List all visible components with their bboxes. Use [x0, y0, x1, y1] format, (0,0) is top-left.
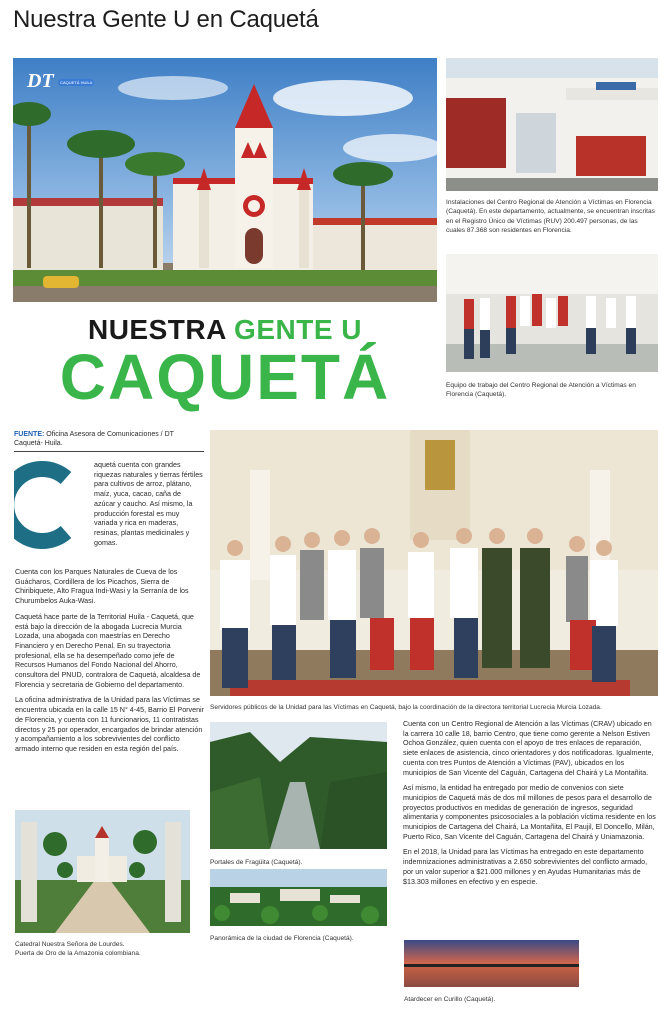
intro-paragraph [94, 461, 204, 554]
left-column-text [15, 568, 204, 761]
cathedral-caption [15, 940, 195, 959]
paragraph-crav: Cuenta con un Centro Regional de Atención a las Víctimas (CRAV) ubicado en la carrera 10 calle 18, barrio Centro, que tiene como gerente a Nelson Estiven Ochoa González, quien cuenta con el apoyo de tres enlaces de reparación, siete enlaces de asistencia, cinco orientadores y dos notificadoras. Igualmente, cuenta con tres Puntos de Atención a Víctimas (PAV), ubicados en los municipios de San Vicente del Caguán, Cartagena del Chairá y La Montañita. [403, 720, 654, 777]
church-hero-photo [13, 58, 437, 302]
drop-letter [14, 460, 70, 550]
brand-word-gente-u: GENTE U [234, 314, 363, 345]
source-label: FUENTE: [14, 431, 45, 438]
fragua-photo [210, 722, 387, 849]
river-illustration [210, 722, 387, 849]
cathedral-caption-line1: Catedral Nuestra Señora de Lourdes. [15, 941, 125, 948]
paragraph-parks: Cuenta con los Parques Naturales de Cueva de los Guácharos, Cordillera de los Picachos, Sierra de Chiribiquete, Alto Fragua Indi-Wasi y la Serranía de los Churumbelos Auka-Wasi. [15, 568, 189, 606]
source-text: Oficina Asesora de Comunicaciones / DT Caquetá- Huila. [14, 431, 174, 447]
sunset-photo [404, 940, 579, 987]
brand-block [13, 302, 437, 413]
servers-group-photo [210, 430, 658, 696]
brand-word-caqueta: CAQUETÁ [59, 341, 391, 413]
sunset-caption: Atardecer en Curillo (Caquetá). [404, 996, 496, 1003]
page-title: Nuestra Gente U en Caquetá [13, 6, 319, 33]
cathedral-illustration [15, 810, 190, 933]
paragraph-indemnizaciones: En el 2018, la Unidad para las Víctimas ha entregado en este departamento indemnizaciones administrativas a 2.650 sobrevivientes del conflicto armado, por un valor superior a $21.000 millones y en Ayudas Humanitarias más de $13.303 millones en efectivo y en especie. [403, 848, 648, 886]
source-credit [14, 430, 204, 452]
crav-building-photo [446, 58, 658, 191]
paragraph-convenios: Así mismo, la entidad ha entregado por medio de convenios con siete municipios de Caquetá más de dos mil millones de pesos para el desarrollo de proyectos productivos en medidas de generación de ingresos, seguridad alimentaria y componentes psicosociales a la población víctima residente en los municipios de Cartagena del Chairá, La Montañita, El Paujil, El Doncello, Milán, Puerto Rico, San Vicente del Caguán, Cartagena del Chairá y Uniamazonia. [403, 784, 656, 841]
building-illustration [446, 58, 658, 191]
fragua-caption: Portales de Fragüita (Caquetá). [210, 859, 303, 866]
panorama-photo [210, 869, 387, 926]
city-illustration [210, 869, 387, 926]
church-illustration [13, 58, 437, 302]
sunset-illustration [404, 940, 579, 987]
dt-logo-text: DT [27, 70, 54, 92]
crav-caption: Instalaciones del Centro Regional de Atención a Víctimas en Florencia (Caquetá). En este departamento, actualmente, se encuentran inscritas en el Registro Único de Víctimas (RUV) 200.497 personas, de las cuales 87.368 son residentes en Florencia. [446, 199, 655, 234]
panorama-caption: Panorámica de la ciudad de Florencia (Caquetá). [210, 935, 354, 942]
servers-caption: Servidores públicos de la Unidad para las Víctimas en Caquetá, bajo la coordinación de la directora territorial Lucrecia Murcia Lozada. [210, 704, 602, 711]
group-illustration [210, 430, 658, 696]
dt-logo-sub: CAQUETÁ HUILA [60, 80, 93, 86]
right-column-text [403, 720, 658, 893]
team-illustration [446, 254, 658, 372]
dt-logo [27, 70, 94, 93]
brand-word-nuestra: NUESTRA [87, 314, 235, 345]
paragraph-territorial: Caquetá hace parte de la Territorial Huila - Caquetá, que está bajo la dirección de la abogada Lucrecia Murcia Lozada, una abogada con maestrías en Derecho Financiero y en Derecho Penal. En su trayectoria profesional, ella se ha desempeñado como jefe de Recursos Humanos del Fondo Nacional del Ahorro, consultora del PNUD, contralora de Caquetá, alcaldesa de Florencia y secretaria de Gobierno del departamento. [15, 612, 201, 689]
team-caption: Equipo de trabajo del Centro Regional de Atención a Víctimas en Florencia (Caquetá). [446, 382, 636, 399]
team-photo [446, 254, 658, 372]
drop-letter-c-shape [14, 460, 74, 550]
paragraph-office: La oficina administrativa de la Unidad para las Víctimas se encuentra ubicada en la calle 15 N° 4-45, Barrio El Porvenir de Florencia, y cuenta con 11 funcionarios, 11 contratistas directos y 25 por operador, encargados de brindar atención y acompañamiento a los sobrevivientes del conflicto armado interno que residen en esta región del país. [15, 696, 205, 753]
intro-text: aquetá cuenta con grandes riquezas naturales y tierras fértiles para cultivos de arroz, plátano, maíz, yuca, cacao, caña de azúcar y caucho. Así mismo, la producción forestal es muy variada y rica en maderas, resinas, plantas medicinales y gomas. [94, 461, 203, 547]
cathedral-caption-line2: Puerta de Oro de la Amazonia colombiana. [15, 950, 141, 958]
cathedral-photo [15, 810, 190, 933]
